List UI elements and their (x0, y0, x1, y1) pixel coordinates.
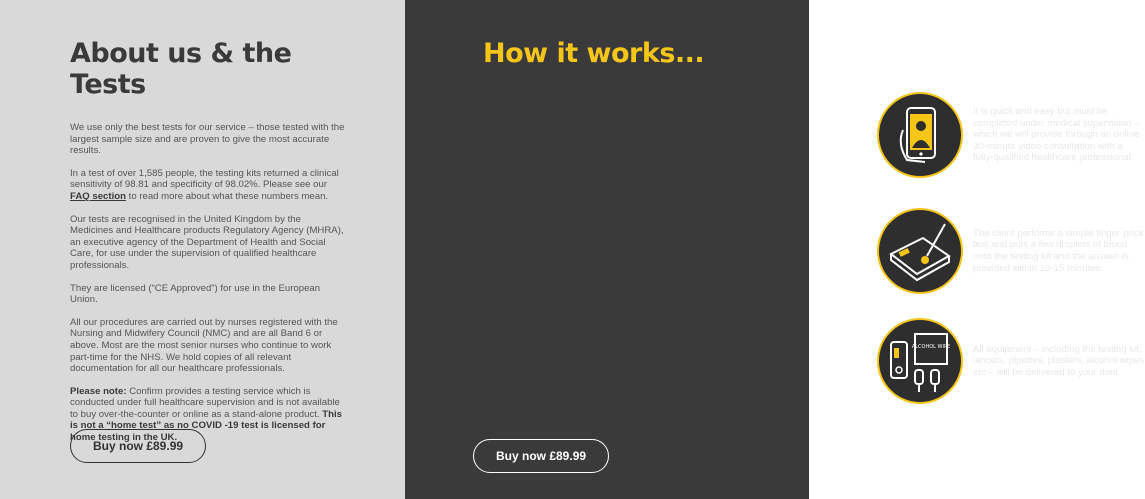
about-paragraph-2 (70, 168, 345, 203)
equipment-kit-icon (877, 318, 963, 404)
about-section (0, 0, 405, 499)
step-3-text: All equipment – including the testing kit, lancets, pipettes, plasters, alcohol wipes etc – will be delivered to your door. (973, 343, 1145, 378)
video-call-phone-icon (877, 92, 963, 178)
finger-prick-test-icon (877, 208, 963, 294)
about-paragraph-2-text: In a test of over 1,585 people, the testing kits returned a clinical sensitivity of 98.81 and specificity of 98.02%. Please see our (70, 167, 339, 191)
wipe-label: ALCOHOL WIPE (911, 344, 951, 350)
about-paragraph-2-tail: to read more about what these numbers mean. (125, 190, 329, 202)
about-title: About us & the Tests (70, 38, 292, 100)
note-label: Please note: (70, 385, 127, 397)
about-paragraph-4: They are licensed (“CE Approved”) for use in the European Union. (70, 282, 321, 306)
step-2-text: The client performs a simple finger-prick test and puts a few droplets of blood onto the testing kit and the answer is provided within 10-15 minutes. (973, 227, 1144, 274)
buy-now-button-right[interactable]: Buy now £89.99 (473, 439, 609, 473)
step-2 (877, 208, 1145, 294)
note-bold: This is not a “home test” as no COVID -19 test is licensed for home testing in the UK. (70, 408, 342, 444)
faq-link[interactable]: FAQ section (70, 190, 126, 202)
step-1-text: It is quick and easy but must be completed under medical supervision – which we will provide through an online 30-minute video consultation with a fully-qualified healthcare professional. (973, 106, 1140, 164)
how-it-works-title: How it works... (483, 38, 705, 69)
note-text: Confirm provides a testing service which is conducted under full healthcare supervision and is not available to buy over-the-counter or online as a stand-alone product. (70, 385, 340, 420)
about-paragraph-1: We use only the best tests for our service – those tested with the largest sample size and are proven to give the most accurate results. (70, 122, 345, 157)
about-paragraph-5: All our procedures are carried out by nurses registered with the Nursing and Midwifery Council (NMC) and are all Band 6 or above. Most are the most senior nurses who continue to work part-time for the NHS. We hold copies of all relevant documentation for all our healthcare professionals. (70, 316, 338, 375)
about-paragraph-3: Our tests are recognised in the United Kingdom by the Medicines and Healthcare products Regulatory Agency (MHRA), an executive agency of the Department of Health and Social Care, for use under the supervision of qualified healthcare professionals. (70, 213, 344, 271)
step-3 (877, 318, 1145, 404)
how-it-works-section (405, 0, 1145, 499)
buy-now-button-left[interactable]: Buy now £89.99 (70, 429, 206, 463)
step-1 (877, 92, 1145, 178)
